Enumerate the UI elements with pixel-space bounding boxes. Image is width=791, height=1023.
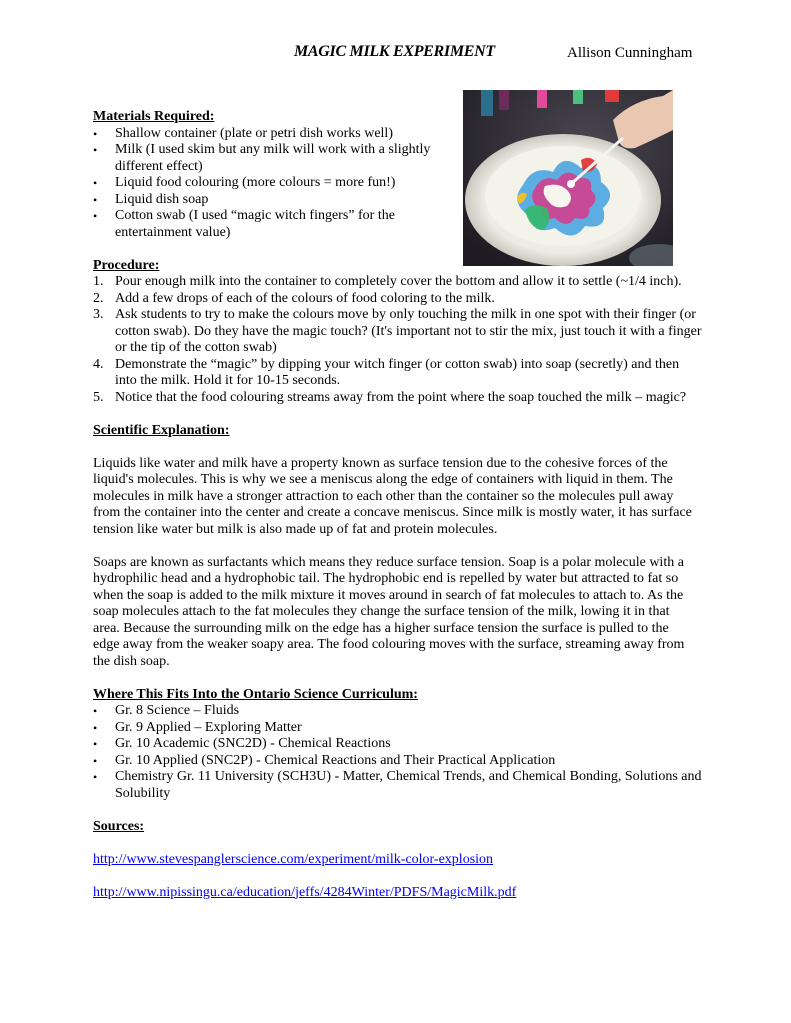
- list-item: • Gr. 8 Science – Fluids: [93, 703, 240, 718]
- document-content: [93, 109, 703, 901]
- bullet-icon: •: [93, 126, 98, 141]
- list-item: 4. Demonstrate the “magic” by dipping your witch finger (or cotton swab) into soap (secretly) and then into the milk. Hold it for 10-15 seconds.: [93, 356, 680, 388]
- bullet-icon: •: [93, 192, 98, 207]
- list-item: 5. Notice that the food colouring streams away from the point where the soap touched the milk – magic?: [93, 389, 687, 405]
- list-item: 2. Add a few drops of each of the colours of food coloring to the milk.: [93, 290, 495, 306]
- list-item: • Milk (I used skim but any milk will work with a slightly different effect): [93, 142, 431, 174]
- list-item: • Liquid food colouring (more colours = more fun!): [93, 175, 396, 190]
- list-item: • Chemistry Gr. 11 University (SCH3U) - Matter, Chemical Trends, and Chemical Bonding, Solutions and Solubility: [93, 769, 702, 801]
- list-item: • Gr. 10 Applied (SNC2P) - Chemical Reactions and Their Practical Application: [93, 752, 556, 768]
- list-item: • Cotton swab (I used “magic witch fingers” for the entertainment value): [93, 208, 395, 240]
- author-name: Allison Cunningham: [567, 45, 693, 61]
- explanation-paragraph-1: Liquids like water and milk have a property known as surface tension due to the cohesive forces of the liquid's molecules. This is why we see a meniscus along the edge of containers with liquid in them. The molecules in milk have a stronger attraction to each other than the container so the molecules pull away from the container into the center and create a concave meniscus. Since milk is mostly water, it has surface tension like water but milk is also made up of fat and protein molecules.: [93, 455, 692, 537]
- bullet-icon: •: [93, 737, 98, 751]
- bullet-icon: •: [93, 770, 98, 784]
- sources-heading: Sources:: [93, 818, 145, 834]
- procedure-heading: Procedure:: [93, 257, 160, 273]
- bullet-icon: •: [93, 720, 98, 735]
- list-item: 3. Ask students to try to make the colours move by only touching the milk in one spot with their finger (or cotton swab). Do they have the magic touch? (It's important not to stir the mix, just touch it with a finger or the tip of the cotton swab): [93, 307, 702, 355]
- title-row: [0, 44, 791, 64]
- list-item: • Liquid dish soap: [93, 191, 209, 207]
- materials-list: [93, 126, 443, 242]
- list-item: • Shallow container (plate or petri dish works well): [93, 125, 393, 141]
- explanation-heading: Scientific Explanation:: [93, 422, 230, 438]
- bullet-icon: •: [93, 753, 98, 768]
- explanation-paragraph-2: Soaps are known as surfactants which means they reduce surface tension. Soap is a polar molecule with a hydrophilic head and a hydrophobic tail. The hydrophobic end is repelled by water but attracted to fat so when the soap is added to the milk mixture it moves around in search of fat molecules to attach to. As the soap molecules attach to the fat molecules they change the surface tension of the milk, lowing it in that area. Because the surrounding milk on the edge has a higher surface tension the surface is pulled to the edge away from the weaker soapy area. The food colouring moves with the surface, streaming away from the dish soap.: [93, 554, 685, 669]
- curriculum-list: [93, 703, 703, 802]
- document-title: MAGIC MILK EXPERIMENT: [294, 43, 495, 60]
- bullet-icon: •: [93, 143, 98, 157]
- curriculum-heading: Where This Fits Into the Ontario Science Curriculum:: [93, 686, 418, 702]
- bullet-icon: •: [93, 176, 98, 190]
- source-link-1[interactable]: http://www.stevespanglerscience.com/experiment/milk-color-explosion: [93, 851, 494, 867]
- bullet-icon: •: [93, 704, 98, 718]
- materials-heading: Materials Required:: [93, 109, 215, 124]
- list-item: • Gr. 9 Applied – Exploring Matter: [93, 719, 302, 735]
- source-link-2[interactable]: http://www.nipissingu.ca/education/jeffs/4284Winter/PDFS/MagicMilk.pdf: [93, 884, 517, 900]
- bullet-icon: •: [93, 209, 98, 223]
- procedure-list: [93, 274, 703, 406]
- list-item: 1. Pour enough milk into the container to completely cover the bottom and allow it to settle (~1/4 inch).: [93, 274, 682, 289]
- list-item: • Gr. 10 Academic (SNC2D) - Chemical Reactions: [93, 736, 391, 751]
